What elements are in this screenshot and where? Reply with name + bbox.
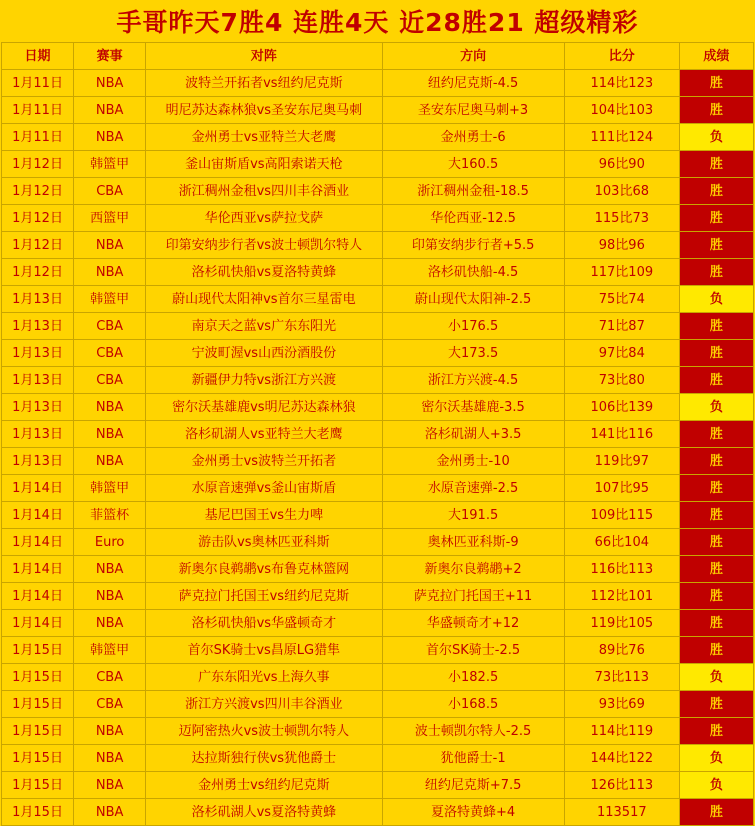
cell-match: 迈阿密热火vs波士顿凯尔特人: [146, 718, 382, 745]
column-header-direction: 方向: [382, 43, 564, 70]
cell-match: 游击队vs奥林匹亚科斯: [146, 529, 382, 556]
table-row: [2, 97, 754, 124]
cell-date: 1月14日: [2, 475, 74, 502]
table-row: [2, 421, 754, 448]
cell-score: 98比96: [564, 232, 679, 259]
cell-match: 金州勇士vs波特兰开拓者: [146, 448, 382, 475]
cell-date: 1月14日: [2, 556, 74, 583]
column-header-match: 对阵: [146, 43, 382, 70]
table-row: [2, 205, 754, 232]
cell-score: 117比109: [564, 259, 679, 286]
table-row: [2, 70, 754, 97]
cell-score: 114比119: [564, 718, 679, 745]
cell-direction: 新奥尔良鹈鹕+2: [382, 556, 564, 583]
cell-direction: 浙江稠州金租-18.5: [382, 178, 564, 205]
cell-score: 103比68: [564, 178, 679, 205]
cell-date: 1月13日: [2, 286, 74, 313]
cell-direction: 奥林匹亚科斯-9: [382, 529, 564, 556]
cell-league: NBA: [74, 124, 146, 151]
cell-direction: 大191.5: [382, 502, 564, 529]
table-row: [2, 394, 754, 421]
cell-date: 1月13日: [2, 340, 74, 367]
column-header-score: 比分: [564, 43, 679, 70]
table-row: [2, 718, 754, 745]
cell-score: 112比101: [564, 583, 679, 610]
cell-score: 96比90: [564, 151, 679, 178]
table-row: [2, 772, 754, 799]
status-badge: 胜: [679, 637, 753, 664]
status-badge: 负: [679, 745, 753, 772]
status-badge: 胜: [679, 313, 753, 340]
cell-date: 1月14日: [2, 583, 74, 610]
cell-league: NBA: [74, 394, 146, 421]
cell-match: 水原音速弹vs釜山宙斯盾: [146, 475, 382, 502]
cell-match: 浙江稠州金租vs四川丰谷酒业: [146, 178, 382, 205]
cell-direction: 蔚山现代太阳神-2.5: [382, 286, 564, 313]
cell-direction: 大160.5: [382, 151, 564, 178]
cell-match: 新疆伊力特vs浙江方兴渡: [146, 367, 382, 394]
status-badge: 胜: [679, 718, 753, 745]
cell-score: 109比115: [564, 502, 679, 529]
cell-direction: 犹他爵士-1: [382, 745, 564, 772]
cell-score: 119比97: [564, 448, 679, 475]
status-badge: 胜: [679, 259, 753, 286]
cell-date: 1月13日: [2, 313, 74, 340]
cell-match: 波特兰开拓者vs纽约尼克斯: [146, 70, 382, 97]
table-header: [2, 43, 754, 70]
cell-league: NBA: [74, 70, 146, 97]
cell-score: 126比113: [564, 772, 679, 799]
cell-match: 达拉斯独行侠vs犹他爵士: [146, 745, 382, 772]
page-title-bar: [0, 0, 755, 42]
cell-score: 119比105: [564, 610, 679, 637]
status-badge: 负: [679, 664, 753, 691]
cell-score: 107比95: [564, 475, 679, 502]
status-badge: 胜: [679, 556, 753, 583]
cell-league: NBA: [74, 232, 146, 259]
column-header-league: 赛事: [74, 43, 146, 70]
cell-league: NBA: [74, 421, 146, 448]
status-badge: 负: [679, 394, 753, 421]
cell-date: 1月12日: [2, 151, 74, 178]
table-row: [2, 259, 754, 286]
cell-direction: 水原音速弹-2.5: [382, 475, 564, 502]
cell-direction: 金州勇士-6: [382, 124, 564, 151]
cell-date: 1月12日: [2, 178, 74, 205]
table-row: [2, 178, 754, 205]
cell-score: 73比113: [564, 664, 679, 691]
status-badge: 胜: [679, 475, 753, 502]
table-row: [2, 340, 754, 367]
cell-match: 釜山宙斯盾vs高阳索诺天枪: [146, 151, 382, 178]
cell-match: 印第安纳步行者vs波士顿凯尔特人: [146, 232, 382, 259]
cell-match: 基尼巴国王vs生力啤: [146, 502, 382, 529]
cell-direction: 大173.5: [382, 340, 564, 367]
cell-league: 韩篮甲: [74, 151, 146, 178]
cell-league: NBA: [74, 556, 146, 583]
cell-league: NBA: [74, 718, 146, 745]
cell-score: 75比74: [564, 286, 679, 313]
cell-date: 1月12日: [2, 232, 74, 259]
cell-match: 蔚山现代太阳神vs首尔三星雷电: [146, 286, 382, 313]
cell-match: 首尔SK骑士vs昌原LG猎隼: [146, 637, 382, 664]
table-row: [2, 475, 754, 502]
cell-date: 1月14日: [2, 529, 74, 556]
table-row: [2, 610, 754, 637]
cell-match: 洛杉矶快船vs夏洛特黄蜂: [146, 259, 382, 286]
table-row: [2, 367, 754, 394]
cell-score: 114比123: [564, 70, 679, 97]
cell-league: CBA: [74, 178, 146, 205]
cell-league: NBA: [74, 799, 146, 826]
column-header-result: 成绩: [679, 43, 753, 70]
cell-match: 南京天之蓝vs广东东阳光: [146, 313, 382, 340]
status-badge: 胜: [679, 583, 753, 610]
table-row: [2, 745, 754, 772]
cell-score: 93比69: [564, 691, 679, 718]
cell-score: 144比122: [564, 745, 679, 772]
table-row: [2, 529, 754, 556]
cell-match: 洛杉矶快船vs华盛顿奇才: [146, 610, 382, 637]
cell-match: 洛杉矶湖人vs夏洛特黄蜂: [146, 799, 382, 826]
cell-league: NBA: [74, 259, 146, 286]
table-row: [2, 637, 754, 664]
cell-date: 1月15日: [2, 691, 74, 718]
status-badge: 胜: [679, 529, 753, 556]
cell-league: CBA: [74, 313, 146, 340]
cell-date: 1月12日: [2, 205, 74, 232]
cell-direction: 纽约尼克斯+7.5: [382, 772, 564, 799]
table-row: [2, 664, 754, 691]
cell-score: 141比116: [564, 421, 679, 448]
table-row: [2, 583, 754, 610]
cell-league: CBA: [74, 340, 146, 367]
cell-direction: 金州勇士-10: [382, 448, 564, 475]
column-header-date: 日期: [2, 43, 74, 70]
cell-date: 1月13日: [2, 421, 74, 448]
status-badge: 胜: [679, 448, 753, 475]
cell-league: NBA: [74, 583, 146, 610]
status-badge: 负: [679, 772, 753, 799]
cell-score: 116比113: [564, 556, 679, 583]
cell-match: 新奥尔良鹈鹕vs布鲁克林篮网: [146, 556, 382, 583]
cell-league: 西篮甲: [74, 205, 146, 232]
cell-match: 广东东阳光vs上海久事: [146, 664, 382, 691]
cell-date: 1月11日: [2, 124, 74, 151]
table-row: [2, 799, 754, 826]
cell-score: 104比103: [564, 97, 679, 124]
cell-league: CBA: [74, 367, 146, 394]
status-badge: 胜: [679, 205, 753, 232]
status-badge: 胜: [679, 70, 753, 97]
status-badge: 胜: [679, 367, 753, 394]
cell-league: 韩篮甲: [74, 637, 146, 664]
cell-direction: 小176.5: [382, 313, 564, 340]
cell-date: 1月13日: [2, 394, 74, 421]
cell-date: 1月15日: [2, 772, 74, 799]
cell-direction: 华伦西亚-12.5: [382, 205, 564, 232]
table-row: [2, 691, 754, 718]
cell-match: 浙江方兴渡vs四川丰谷酒业: [146, 691, 382, 718]
cell-date: 1月15日: [2, 718, 74, 745]
status-badge: 胜: [679, 610, 753, 637]
status-badge: 胜: [679, 691, 753, 718]
cell-date: 1月11日: [2, 97, 74, 124]
page-title: 手哥昨天7胜4 连胜4天 近28胜21 超级精彩: [116, 8, 639, 37]
table-body: [2, 70, 754, 826]
status-badge: 胜: [679, 97, 753, 124]
status-badge: 负: [679, 286, 753, 313]
status-badge: 胜: [679, 799, 753, 826]
cell-match: 密尔沃基雄鹿vs明尼苏达森林狼: [146, 394, 382, 421]
table-row: [2, 151, 754, 178]
cell-direction: 华盛顿奇才+12: [382, 610, 564, 637]
cell-direction: 波士顿凯尔特人-2.5: [382, 718, 564, 745]
cell-direction: 印第安纳步行者+5.5: [382, 232, 564, 259]
status-badge: 胜: [679, 178, 753, 205]
cell-direction: 洛杉矶快船-4.5: [382, 259, 564, 286]
cell-match: 宁波町渥vs山西汾酒股份: [146, 340, 382, 367]
cell-date: 1月15日: [2, 637, 74, 664]
table-row: [2, 124, 754, 151]
cell-league: 菲篮杯: [74, 502, 146, 529]
cell-match: 萨克拉门托国王vs纽约尼克斯: [146, 583, 382, 610]
cell-league: CBA: [74, 664, 146, 691]
cell-direction: 小182.5: [382, 664, 564, 691]
cell-date: 1月13日: [2, 367, 74, 394]
cell-league: NBA: [74, 97, 146, 124]
table-row: [2, 286, 754, 313]
status-badge: 负: [679, 124, 753, 151]
cell-date: 1月15日: [2, 799, 74, 826]
cell-score: 66比104: [564, 529, 679, 556]
cell-direction: 小168.5: [382, 691, 564, 718]
cell-match: 洛杉矶湖人vs亚特兰大老鹰: [146, 421, 382, 448]
cell-match: 华伦西亚vs萨拉戈萨: [146, 205, 382, 232]
table-row: [2, 232, 754, 259]
cell-league: CBA: [74, 691, 146, 718]
table-header-row: [2, 43, 754, 70]
cell-score: 106比139: [564, 394, 679, 421]
table-row: [2, 502, 754, 529]
status-badge: 胜: [679, 502, 753, 529]
cell-league: Euro: [74, 529, 146, 556]
cell-match: 明尼苏达森林狼vs圣安东尼奥马刺: [146, 97, 382, 124]
cell-score: 89比76: [564, 637, 679, 664]
status-badge: 胜: [679, 340, 753, 367]
table-row: [2, 556, 754, 583]
cell-league: 韩篮甲: [74, 475, 146, 502]
cell-date: 1月14日: [2, 610, 74, 637]
status-badge: 胜: [679, 421, 753, 448]
cell-date: 1月15日: [2, 664, 74, 691]
cell-league: NBA: [74, 745, 146, 772]
cell-match: 金州勇士vs纽约尼克斯: [146, 772, 382, 799]
cell-score: 97比84: [564, 340, 679, 367]
cell-direction: 洛杉矶湖人+3.5: [382, 421, 564, 448]
cell-league: NBA: [74, 448, 146, 475]
cell-direction: 首尔SK骑士-2.5: [382, 637, 564, 664]
cell-score: 115比73: [564, 205, 679, 232]
cell-score: 73比80: [564, 367, 679, 394]
table-row: [2, 313, 754, 340]
table-row: [2, 448, 754, 475]
cell-date: 1月15日: [2, 745, 74, 772]
cell-score: 111比124: [564, 124, 679, 151]
cell-score: 71比87: [564, 313, 679, 340]
cell-direction: 夏洛特黄蜂+4: [382, 799, 564, 826]
cell-direction: 浙江方兴渡-4.5: [382, 367, 564, 394]
cell-league: NBA: [74, 772, 146, 799]
cell-date: 1月12日: [2, 259, 74, 286]
cell-league: 韩篮甲: [74, 286, 146, 313]
cell-date: 1月11日: [2, 70, 74, 97]
cell-direction: 密尔沃基雄鹿-3.5: [382, 394, 564, 421]
cell-direction: 圣安东尼奥马刺+3: [382, 97, 564, 124]
cell-score: 113517: [564, 799, 679, 826]
cell-match: 金州勇士vs亚特兰大老鹰: [146, 124, 382, 151]
results-table: [1, 42, 754, 826]
cell-date: 1月13日: [2, 448, 74, 475]
cell-direction: 纽约尼克斯-4.5: [382, 70, 564, 97]
cell-date: 1月14日: [2, 502, 74, 529]
cell-direction: 萨克拉门托国王+11: [382, 583, 564, 610]
cell-league: NBA: [74, 610, 146, 637]
status-badge: 胜: [679, 232, 753, 259]
status-badge: 胜: [679, 151, 753, 178]
